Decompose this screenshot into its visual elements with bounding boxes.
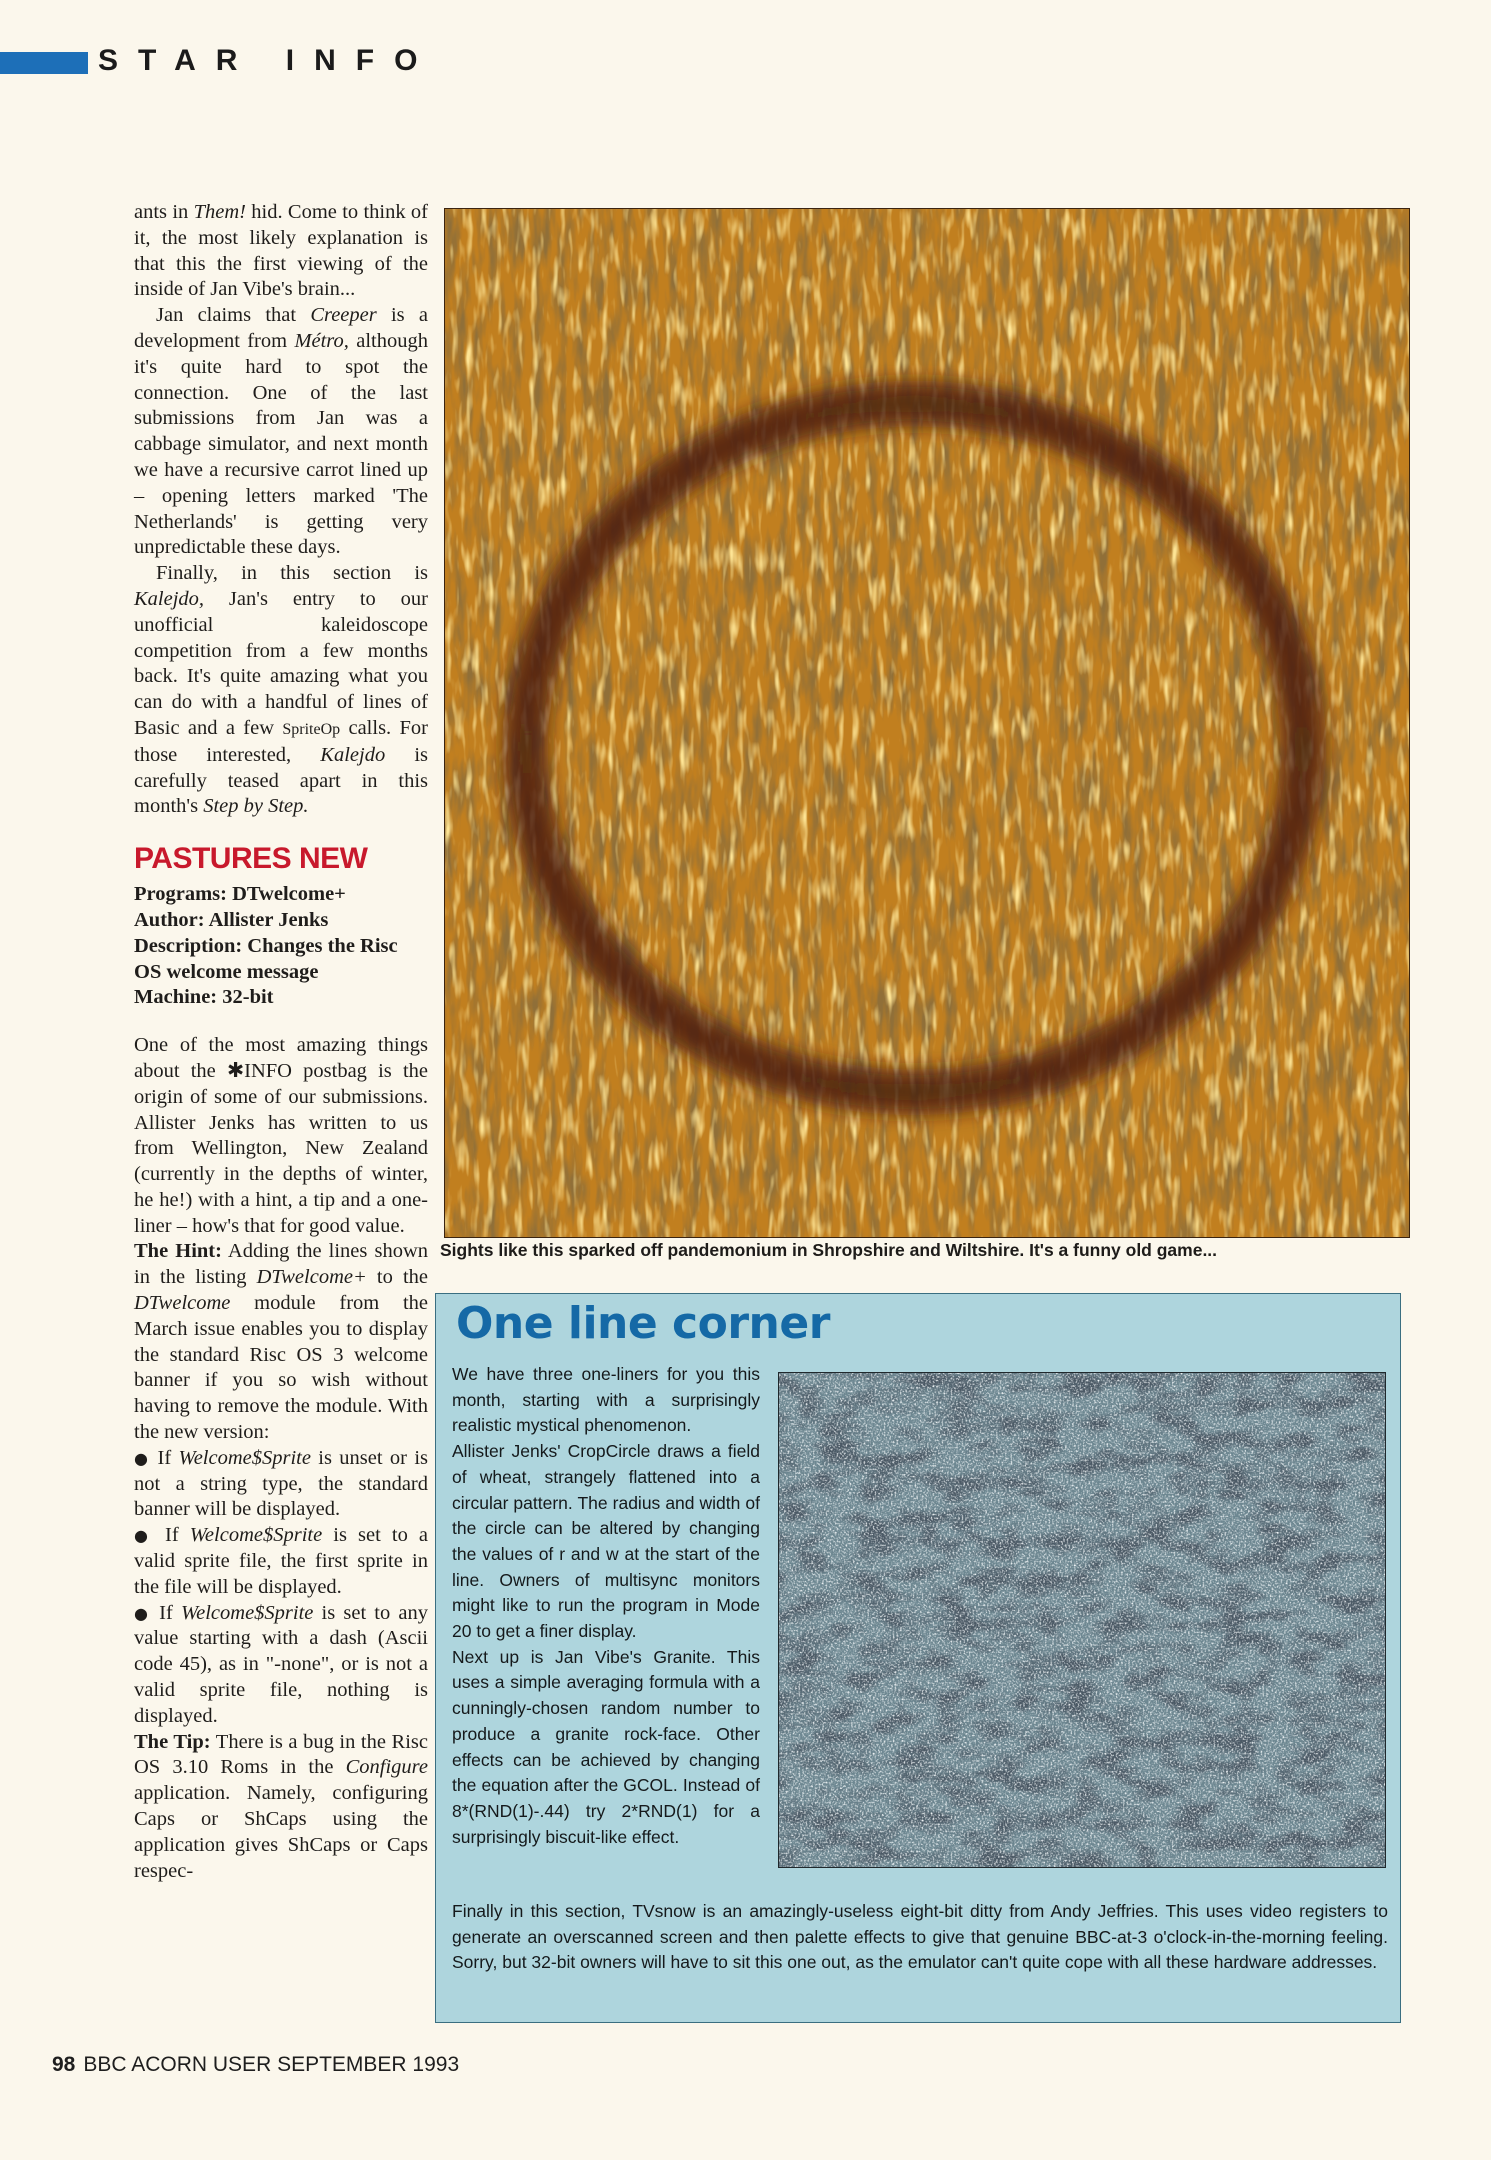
bullet-icon: ● xyxy=(134,1603,151,1623)
paragraph: ants in Them! hid. Come to think of it, the most likely explanation is that this the first viewing of the inside of Jan Vibe's brain... xyxy=(134,201,428,301)
paragraph: Jan claims that Creeper is a development from Métro, although it's quite hard to spot the connection. One of the last submissions from Jan was a cabbage simulator, and next month we have a recursive carrot lined up – opening letters marked 'The Netherlands' is getting very unpredictable these days. xyxy=(134,304,428,559)
bullet-icon: ● xyxy=(134,1526,154,1546)
box-title: One line corner xyxy=(456,1298,830,1349)
header-accent-bar xyxy=(0,52,88,74)
photo-caption: Sights like this sparked off pandemonium in Shropshire and Wiltshire. It's a funny old game... xyxy=(440,1240,1218,1260)
section-title: STAR INFO xyxy=(98,44,438,77)
crop-circle-photo xyxy=(444,208,1410,1238)
paragraph: One of the most amazing things about the ✱INFO postbag is the origin of some of our submissions. Allister Jenks has written to us from Wellington, New Zealand (currently in the depths of winter, he he!) with a hint, a tip and a one-liner – how's that for good value. xyxy=(134,1034,428,1237)
bullet-icon: ● xyxy=(134,1448,151,1468)
hint-paragraph: The Hint: Adding the lines shown in the listing DTwelcome+ to the DTwelcome module from the March issue enables you to display the standard Risc OS 3 welcome banner if you so wish without having to remove the module. With the new version: xyxy=(134,1240,429,1444)
author-line: Author: Allister Jenks xyxy=(134,908,329,931)
box-column-text xyxy=(452,1362,760,1850)
page-number: 98 xyxy=(52,2053,76,2076)
one-line-corner-box xyxy=(435,1293,1401,2023)
programs-line: Programs: DTwelcome+ xyxy=(134,883,346,906)
program-info xyxy=(134,882,428,1011)
machine-line: Machine: 32-bit xyxy=(134,986,274,1009)
granite-image xyxy=(778,1372,1386,1868)
paragraph: Finally, in this section is Kalejdo, Jan's entry to our unofficial kaleidoscope competition from a few months back. It's quite amazing what you can do with a handful of lines of Basic and a few SpriteOp calls. For those interested, Kalejdo is carefully teased apart in this month's Step by Step. xyxy=(134,562,428,818)
page-footer xyxy=(52,2053,459,2077)
left-article-column xyxy=(134,200,428,1884)
box-paragraph: Allister Jenks' CropCircle draws a field of wheat, strangely flattened into a circular pattern. The radius and width of the circle can be altered by changing the values of r and w at the start of the line. Owners of multisync monitors might like to run the program in Mode 20 to get a finer display. xyxy=(452,1441,760,1642)
bullet-item: ● If Welcome$Sprite is set to any value starting with a dash (Ascii code 45), as in "-none", or is not a valid sprite file, nothing is displayed. xyxy=(134,1601,428,1727)
box-paragraph: We have three one-liners for you this month, starting with a surprisingly realistic mystical phenomenon. xyxy=(452,1364,760,1436)
box-paragraph: Next up is Jan Vibe's Granite. This uses a simple averaging formula with a cunningly-chosen random number to produce a granite rock-face. Other effects can be achieved by changing the equation after the GCOL. Instead of 8*(RND(1)-.44) try 2*RND(1) for a surprisingly biscuit-like effect. xyxy=(452,1646,760,1847)
publication-name: BBC ACORN USER SEPTEMBER 1993 xyxy=(83,2053,460,2076)
bullet-item: ● If Welcome$Sprite is set to a valid sprite file, the first sprite in the file will be displayed. xyxy=(134,1524,428,1598)
tip-paragraph: The Tip: There is a bug in the Risc OS 3.10 Roms in the Configure application. Namely, configuring Caps or ShCaps using the application gives ShCaps or Caps respec- xyxy=(134,1730,428,1882)
description-line: Description: Changes the Risc OS welcome message xyxy=(134,934,398,983)
bullet-item: ● If Welcome$Sprite is unset or is not a string type, the standard banner will be displayed. xyxy=(134,1446,428,1521)
box-full-width-text: Finally in this section, TVsnow is an amazingly-useless eight-bit ditty from Andy Jeffries. This uses video registers to generate an overscanned screen and then palette effects to give that genuine BBC-at-3 o'clock-in-the-morning feeling. Sorry, but 32-bit owners will have to sit this one out, as the emulator can't quite cope with all these hardware addresses. xyxy=(452,1901,1388,1973)
section-heading: PASTURES NEW xyxy=(134,842,368,876)
